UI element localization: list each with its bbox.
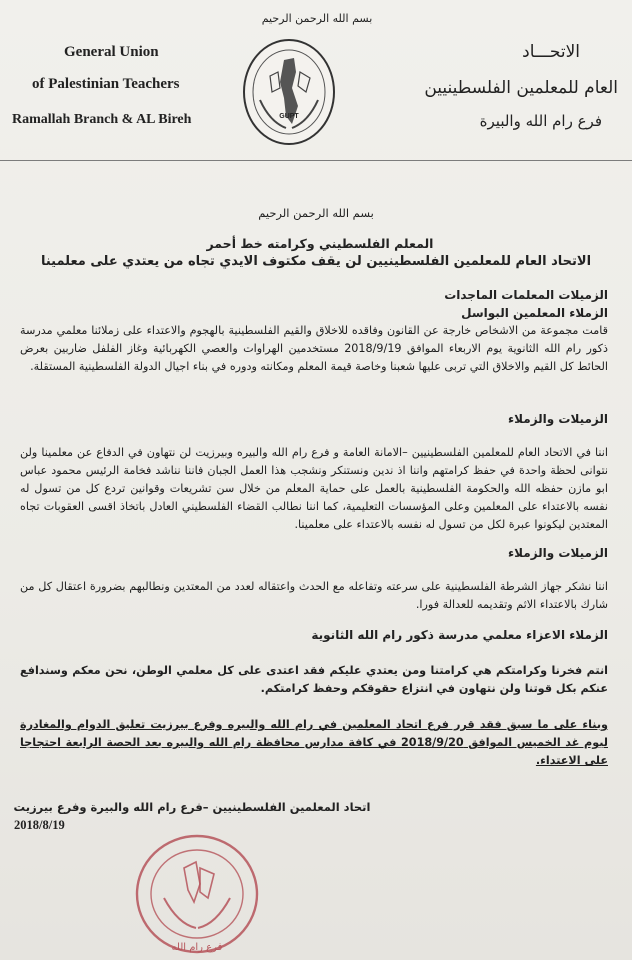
header-divider (0, 160, 632, 161)
header-ar-line3: فرع رام الله والبيرة (479, 112, 602, 130)
paragraph-5: وبناء على ما سبق فقد قرر فرع اتحاد المعلمين في رام الله والبيره وفرع بيرزيت تعليق الدوام والمغادرة ليوم غد الخميس الموافق 2018/9/20 في كافة مدارس محافظة رام الله والبيره بعد الحصة الرابعة احتجاجا على الاعتداء. (20, 718, 608, 767)
letter-title-1: المعلم الفلسطيني وكرامته خط أحمر (206, 236, 434, 251)
stamp-text: فرع رام الله (171, 942, 223, 953)
signature-date: 2018/8/19 (14, 818, 65, 832)
header-ar-line1: الاتحـــاد (522, 42, 580, 62)
header-ar-line2: العام للمعلمين الفلسطينيين (424, 78, 618, 98)
letter-basmala: بسم الله الرحمن الرحيم (258, 206, 374, 220)
paragraph-2: اننا في الاتحاد العام للمعلمين الفلسطينيين –الامانة العامة و فرع رام الله والبيره وبيرزيت لن نتهاون في الدفاع عن معلمينا ولن نتوانى لحظة واحدة في حفظ كرامتهم واننا اذ ندين ونستنكر ونشجب هذا العمل الجبان فاننا نناشد فخامة الرئيس محمود عباس ابو مازن حفظه الله والحكومة الفلسطينية بالعمل على حماية المعلم من خلال سن تشريعات وقوانين تردع كل من تسول له نفسه بالاعتداء على المعلمين وعلى المؤسسات التعليمية، كما اننا نطالب القضاء الفلسطيني العادل باتخاذ اقسى العقوبات تجاه المعتدين ليكونوا عبرة لكل من تسول له نفسه بالاعتداء على معلمينا. (20, 446, 608, 531)
logo-text: GUPT (279, 113, 299, 120)
greeting-2: الزملاء المعلمين البواسل (461, 306, 608, 320)
heading-4: الزملاء الاعزاء معلمي مدرسة ذكور رام الله الثانوية (311, 628, 608, 642)
heading-2: الزميلات والزملاء (508, 412, 608, 426)
header-basmala: بسم الله الرحمن الرحيم (261, 12, 373, 25)
header-en-line2: of Palestinian Teachers (32, 76, 180, 92)
paragraph-4: انتم فخرنا وكرامتكم هي كرامتنا ومن يعتدي عليكم فقد اعتدى على كل معلمي الوطن، نحن معكم وسندافع عنكم بكل قوتنا ولن نتهاون في انتزاع حقوقكم وحفظ كرامتكم. (20, 664, 608, 695)
greeting-1: الزميلات المعلمات الماجدات (444, 288, 608, 302)
header-en-line3: Ramallah Branch & AL Bireh (12, 112, 192, 127)
official-stamp-icon (130, 828, 264, 958)
heading-3: الزميلات والزملاء (508, 546, 608, 560)
signature: اتحاد المعلمين الفلسطينيين –فرع رام الله والبيرة وفرع بيرزيت (13, 800, 371, 814)
union-logo-icon (240, 36, 338, 148)
paragraph-3: اننا نشكر جهاز الشرطة الفلسطينية على سرعته وتفاعله مع الحدث واعتقاله لعدد من المعتدين ونطالبهم بضرورة اعتقال كل من شارك بالاعتداء الاثم وتقديمه للعدالة فورا. (20, 580, 608, 611)
header-en-line1: General Union (64, 44, 159, 60)
letter-title-2: الاتحاد العام للمعلمين الفلسطينيين لن يقف مكتوف الايدي تجاه من يعتدي على معلمينا (40, 254, 592, 269)
paragraph-1: قامت مجموعة من الاشخاص خارجة عن القانون وفاقده للاخلاق والقيم الفلسطينية بالهجوم والاعتداء على زملائنا معلمي مدرسة ذكور رام الله الثانوية يوم الاربعاء الموافق 2018/9/19 مستخدمين الهراوات والعصي الكهربائية وغاز الفلفل ضاربين بعرض الحائط كل القيم والاخلاق التي تربى عليها شعبنا وخاصة قيمة المعلم ومكانته ودوره في بناء اجيال الدولة الفلسطينية المستقلة. (20, 324, 608, 373)
